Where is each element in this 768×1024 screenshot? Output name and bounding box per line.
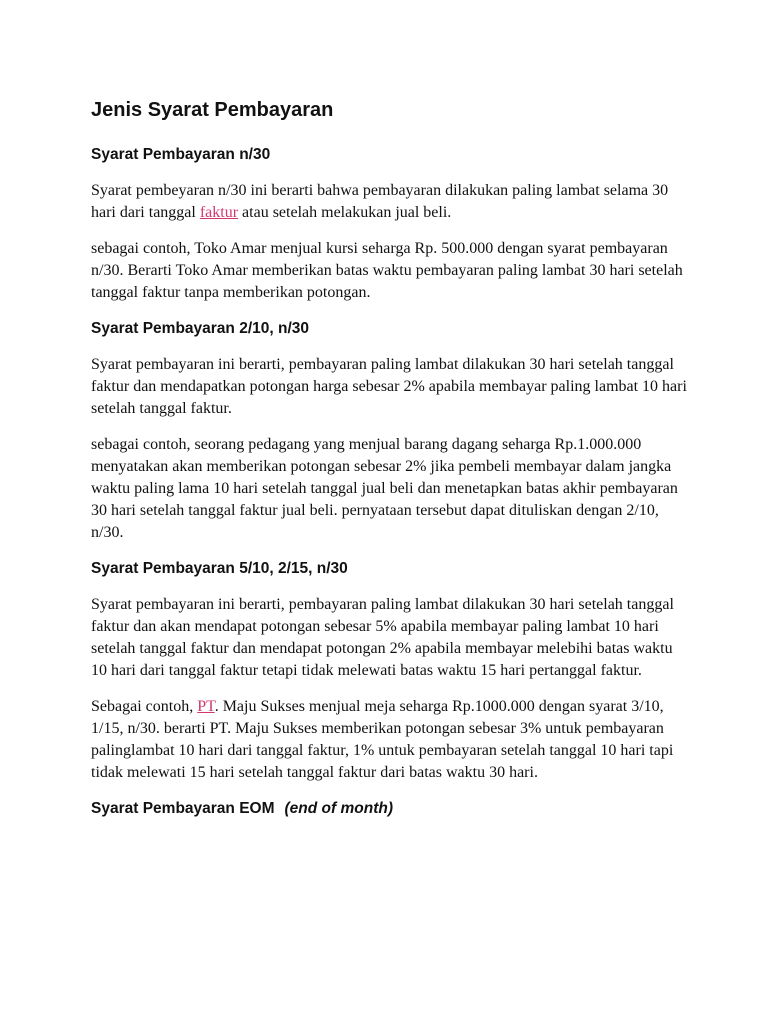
section-heading-5-10-2-15-n30: Syarat Pembayaran 5/10, 2/15, n/30: [91, 560, 348, 577]
section-2-10-paragraph-2: sebagai contoh, seorang pedagang yang menjual barang dagang seharga Rp.1.000.000 menyatakan akan memberikan potongan sebesar 2% jika pembeli membayar dalam jangka waktu paling lama 10 hari setelah tanggal jual beli dan menetapkan batas akhir pembayaran 30 hari setelah tanggal faktur jual beli. pernyataan tersebut dapat dituliskan dengan 2/10, n/30.: [91, 436, 678, 541]
pt-link[interactable]: PT: [197, 698, 215, 715]
eom-heading-subtitle: (end of month): [284, 800, 393, 817]
page-title: Jenis Syarat Pembayaran: [91, 99, 334, 121]
section-heading-eom: [91, 798, 691, 820]
document-content: [91, 96, 691, 834]
text-span: Syarat pembeyaran n/30 ini berarti bahwa pembayaran dilakukan paling lambat selama 30 hari dari tanggal: [91, 182, 669, 221]
section-heading-n30: Syarat Pembayaran n/30: [91, 146, 271, 163]
section-heading-2-10-n30: Syarat Pembayaran 2/10, n/30: [91, 320, 309, 337]
text-span: Sebagai contoh,: [91, 698, 198, 715]
text-span: atau setelah melakukan jual beli.: [238, 204, 452, 221]
section-5-10-paragraph-1: Syarat pembayaran ini berarti, pembayaran paling lambat dilakukan 30 hari setelah tanggal faktur dan akan mendapat potongan sebesar 5% apabila membayar paling lambat 10 hari setelah tanggal faktur dan mendapat potongan 2% apabila membayar melebihi batas waktu 10 hari dari tanggal faktur tetapi tidak melewati batas waktu 15 hari pertanggal faktur.: [91, 596, 674, 679]
faktur-link[interactable]: faktur: [199, 204, 239, 221]
section-n30-paragraph-2: sebagai contoh, Toko Amar menjual kursi seharga Rp. 500.000 dengan syarat pembayaran n/30. Berarti Toko Amar memberikan batas waktu pembayaran paling lambat 30 hari setelah tanggal faktur tanpa memberikan potongan.: [91, 240, 683, 301]
section-2-10-paragraph-1: Syarat pembayaran ini berarti, pembayaran paling lambat dilakukan 30 hari setelah tanggal faktur dan mendapatkan potongan harga sebesar 2% apabila membayar paling lambat 10 hari setelah tanggal faktur.: [91, 356, 687, 417]
eom-heading-text: Syarat Pembayaran EOM: [91, 800, 275, 817]
text-span: . Maju Sukses menjual meja seharga Rp.1000.000 dengan syarat 3/10, 1/15, n/30. berarti PT. Maju Sukses memberikan potongan sebesar 3% untuk pembayaran palinglambat 10 hari dari tanggal faktur, 1% untuk pembayaran setelah tanggal 10 hari tapi tidak melewati 15 hari setelah tanggal faktur dari batas waktu 30 hari.: [91, 698, 674, 781]
section-5-10-paragraph-2: [91, 696, 691, 784]
section-n30-paragraph-1: [91, 180, 691, 224]
